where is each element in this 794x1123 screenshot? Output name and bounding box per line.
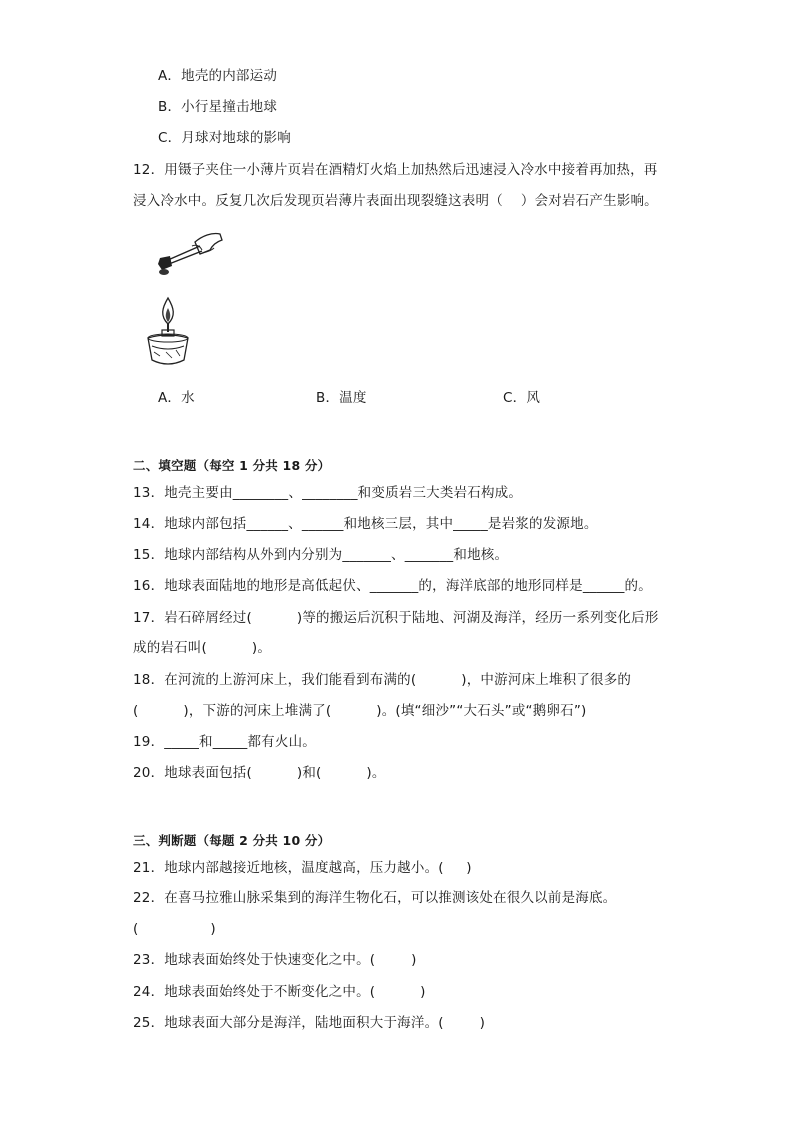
q23-text: 23．地球表面始终处于快速变化之中。( ) bbox=[133, 952, 417, 968]
q14-text: 14．地球内部包括______、______和地核三层，其中_____是岩浆的发源地。 bbox=[133, 516, 598, 532]
q17-text-line2: 成的岩石叫( )。 bbox=[133, 640, 272, 656]
q18-text-line1: 18．在河流的上游河床上，我们能看到布满的( )，中游河床上堆积了很多的 bbox=[133, 672, 632, 688]
q11-option-a: A．地壳的内部运动 bbox=[158, 68, 278, 84]
q25-text: 25．地球表面大部分是海洋，陆地面积大于海洋。( ) bbox=[133, 1015, 486, 1031]
q22-text-line2: ( ) bbox=[133, 921, 216, 937]
q12-option-b: B．温度 bbox=[316, 390, 367, 406]
q12-option-c: C．风 bbox=[503, 390, 541, 406]
q21-text: 21．地球内部越接近地核，温度越高，压力越小。( ) bbox=[133, 860, 472, 876]
q16-text: 16．地球表面陆地的地形是高低起伏、_______的，海洋底部的地形同样是______的。 bbox=[133, 578, 652, 594]
q12-text-line2: 浸入冷水中。反复几次后发现页岩薄片表面出现裂缝这表明（ ）会对岩石产生影响。 bbox=[133, 193, 658, 209]
q18-text-line2: ( )，下游的河床上堆满了( )。(填“细沙”“大石头”或“鹅卵石”) bbox=[133, 703, 587, 719]
section2-heading: 二、填空题（每空 1 分共 18 分） bbox=[133, 458, 331, 473]
alcohol-lamp-with-tweezers-heating-rock-icon bbox=[140, 228, 230, 373]
q20-text: 20．地球表面包括( )和( )。 bbox=[133, 765, 386, 781]
q12-text-line1: 12．用镊子夹住一小薄片页岩在酒精灯火焰上加热然后迅速浸入冷水中接着再加热，再 bbox=[133, 162, 658, 178]
q17-text-line1: 17．岩石碎屑经过( )等的搬运后沉积于陆地、河湖及海洋，经历一系列变化后形 bbox=[133, 610, 659, 626]
q11-option-b: B．小行星撞击地球 bbox=[158, 99, 278, 115]
q15-text: 15．地球内部结构从外到内分别为_______、_______和地核。 bbox=[133, 547, 509, 563]
section3-heading: 三、判断题（每题 2 分共 10 分） bbox=[133, 833, 331, 848]
q22-text-line1: 22．在喜马拉雅山脉采集到的海洋生物化石，可以推测该处在很久以前是海底。 bbox=[133, 890, 617, 906]
q12-option-a: A．水 bbox=[158, 390, 195, 406]
q13-text: 13．地壳主要由________、________和变质岩三大类岩石构成。 bbox=[133, 485, 523, 501]
q24-text: 24．地球表面始终处于不断变化之中。( ) bbox=[133, 984, 426, 1000]
q19-text: 19．_____和_____都有火山。 bbox=[133, 734, 316, 750]
q11-option-c: C．月球对地球的影响 bbox=[158, 130, 291, 146]
